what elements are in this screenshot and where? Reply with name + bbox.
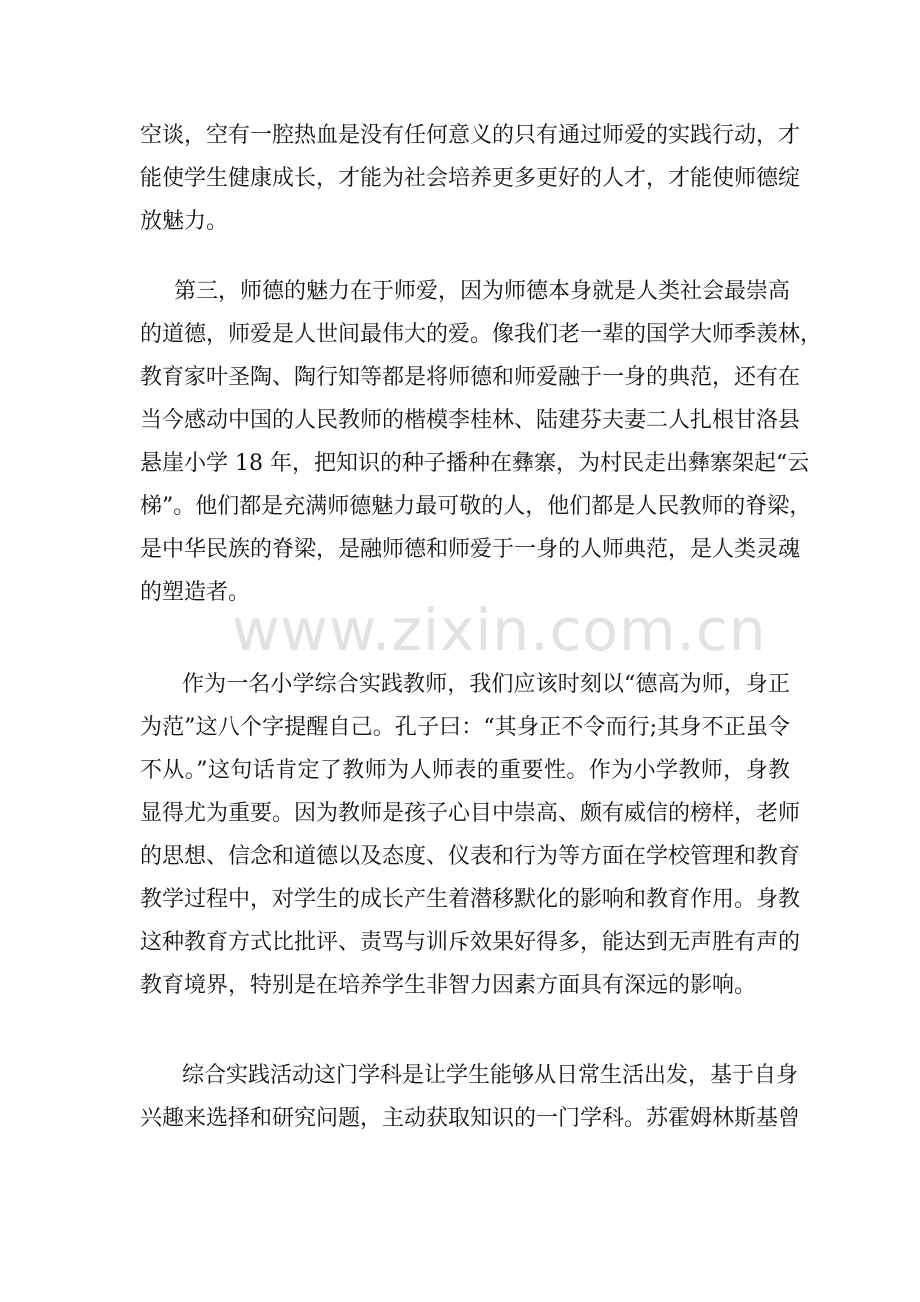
paragraph-1 xyxy=(140,114,801,243)
text-line: 当今感动中国的人民教师的楷模李桂林、陆建芬夫妻二人扎根甘洛县 xyxy=(140,408,801,433)
text-line: 这种教育方式比批评、责骂与训斥效果好得多，能达到无声胜有声的 xyxy=(140,930,801,955)
text-line: 悬崖小学 18 年，把知识的种子播种在彝寨，为村民走出彝寨架起“云 xyxy=(140,451,810,476)
paragraph-3 xyxy=(140,663,801,1007)
text-line: 教学过程中，对学生的成长产生着潜移默化的影响和教育作用。身教 xyxy=(140,887,801,912)
text-line: 能使学生健康成长，才能为社会培养更多更好的人才，才能使师德绽 xyxy=(140,166,801,191)
text-line: 梯”。他们都是充满师德魅力最可敬的人，他们都是人民教师的脊梁， xyxy=(140,494,812,519)
text-line: 教育家叶圣陶、陶行知等都是将师德和师爱融于一身的典范，还有在 xyxy=(140,365,801,390)
text-line: 空谈，空有一腔热血是没有任何意义的只有通过师爱的实践行动，才 xyxy=(140,123,801,148)
text-line: 是中华民族的脊梁，是融师德和师爱于一身的人师典范，是人类灵魂 xyxy=(140,537,801,562)
text-line: 放魅力。 xyxy=(140,209,229,234)
watermark: www.zixin.com.cn xyxy=(232,596,767,664)
paragraph-4 xyxy=(140,1054,801,1140)
text-line: 的塑造者。 xyxy=(140,580,251,605)
text-line: 为范”这八个字提醒自己。孔子曰：“其身正不令而行;其身不正虽令 xyxy=(140,715,790,740)
text-line: 兴趣来选择和研究问题，主动获取知识的一门学科。苏霍姆林斯基曾 xyxy=(140,1106,801,1131)
text-line: 显得尤为重要。因为教师是孩子心目中崇高、颇有威信的榜样，老师 xyxy=(140,801,801,826)
paragraph-2 xyxy=(140,270,823,614)
text-line: 的思想、信念和道德以及态度、仪表和行为等方面在学校管理和教育 xyxy=(140,844,801,869)
text-line: 教育境界，特别是在培养学生非智力因素方面具有深远的影响。 xyxy=(140,973,757,998)
text-line: 不从。”这句话肯定了教师为人师表的重要性。作为小学教师，身教 xyxy=(140,758,790,783)
text-line: 作为一名小学综合实践教师，我们应该时刻以“德高为师，身正 xyxy=(182,672,790,697)
text-line: 综合实践活动这门学科是让学生能够从日常生活出发，基于自身 xyxy=(182,1063,799,1088)
text-line: 第三，师德的魅力在于师爱，因为师德本身就是人类社会最崇高 xyxy=(174,279,791,304)
text-line: 的道德，师爱是人世间最伟大的爱。像我们老一辈的国学大师季羡林， xyxy=(140,322,823,347)
